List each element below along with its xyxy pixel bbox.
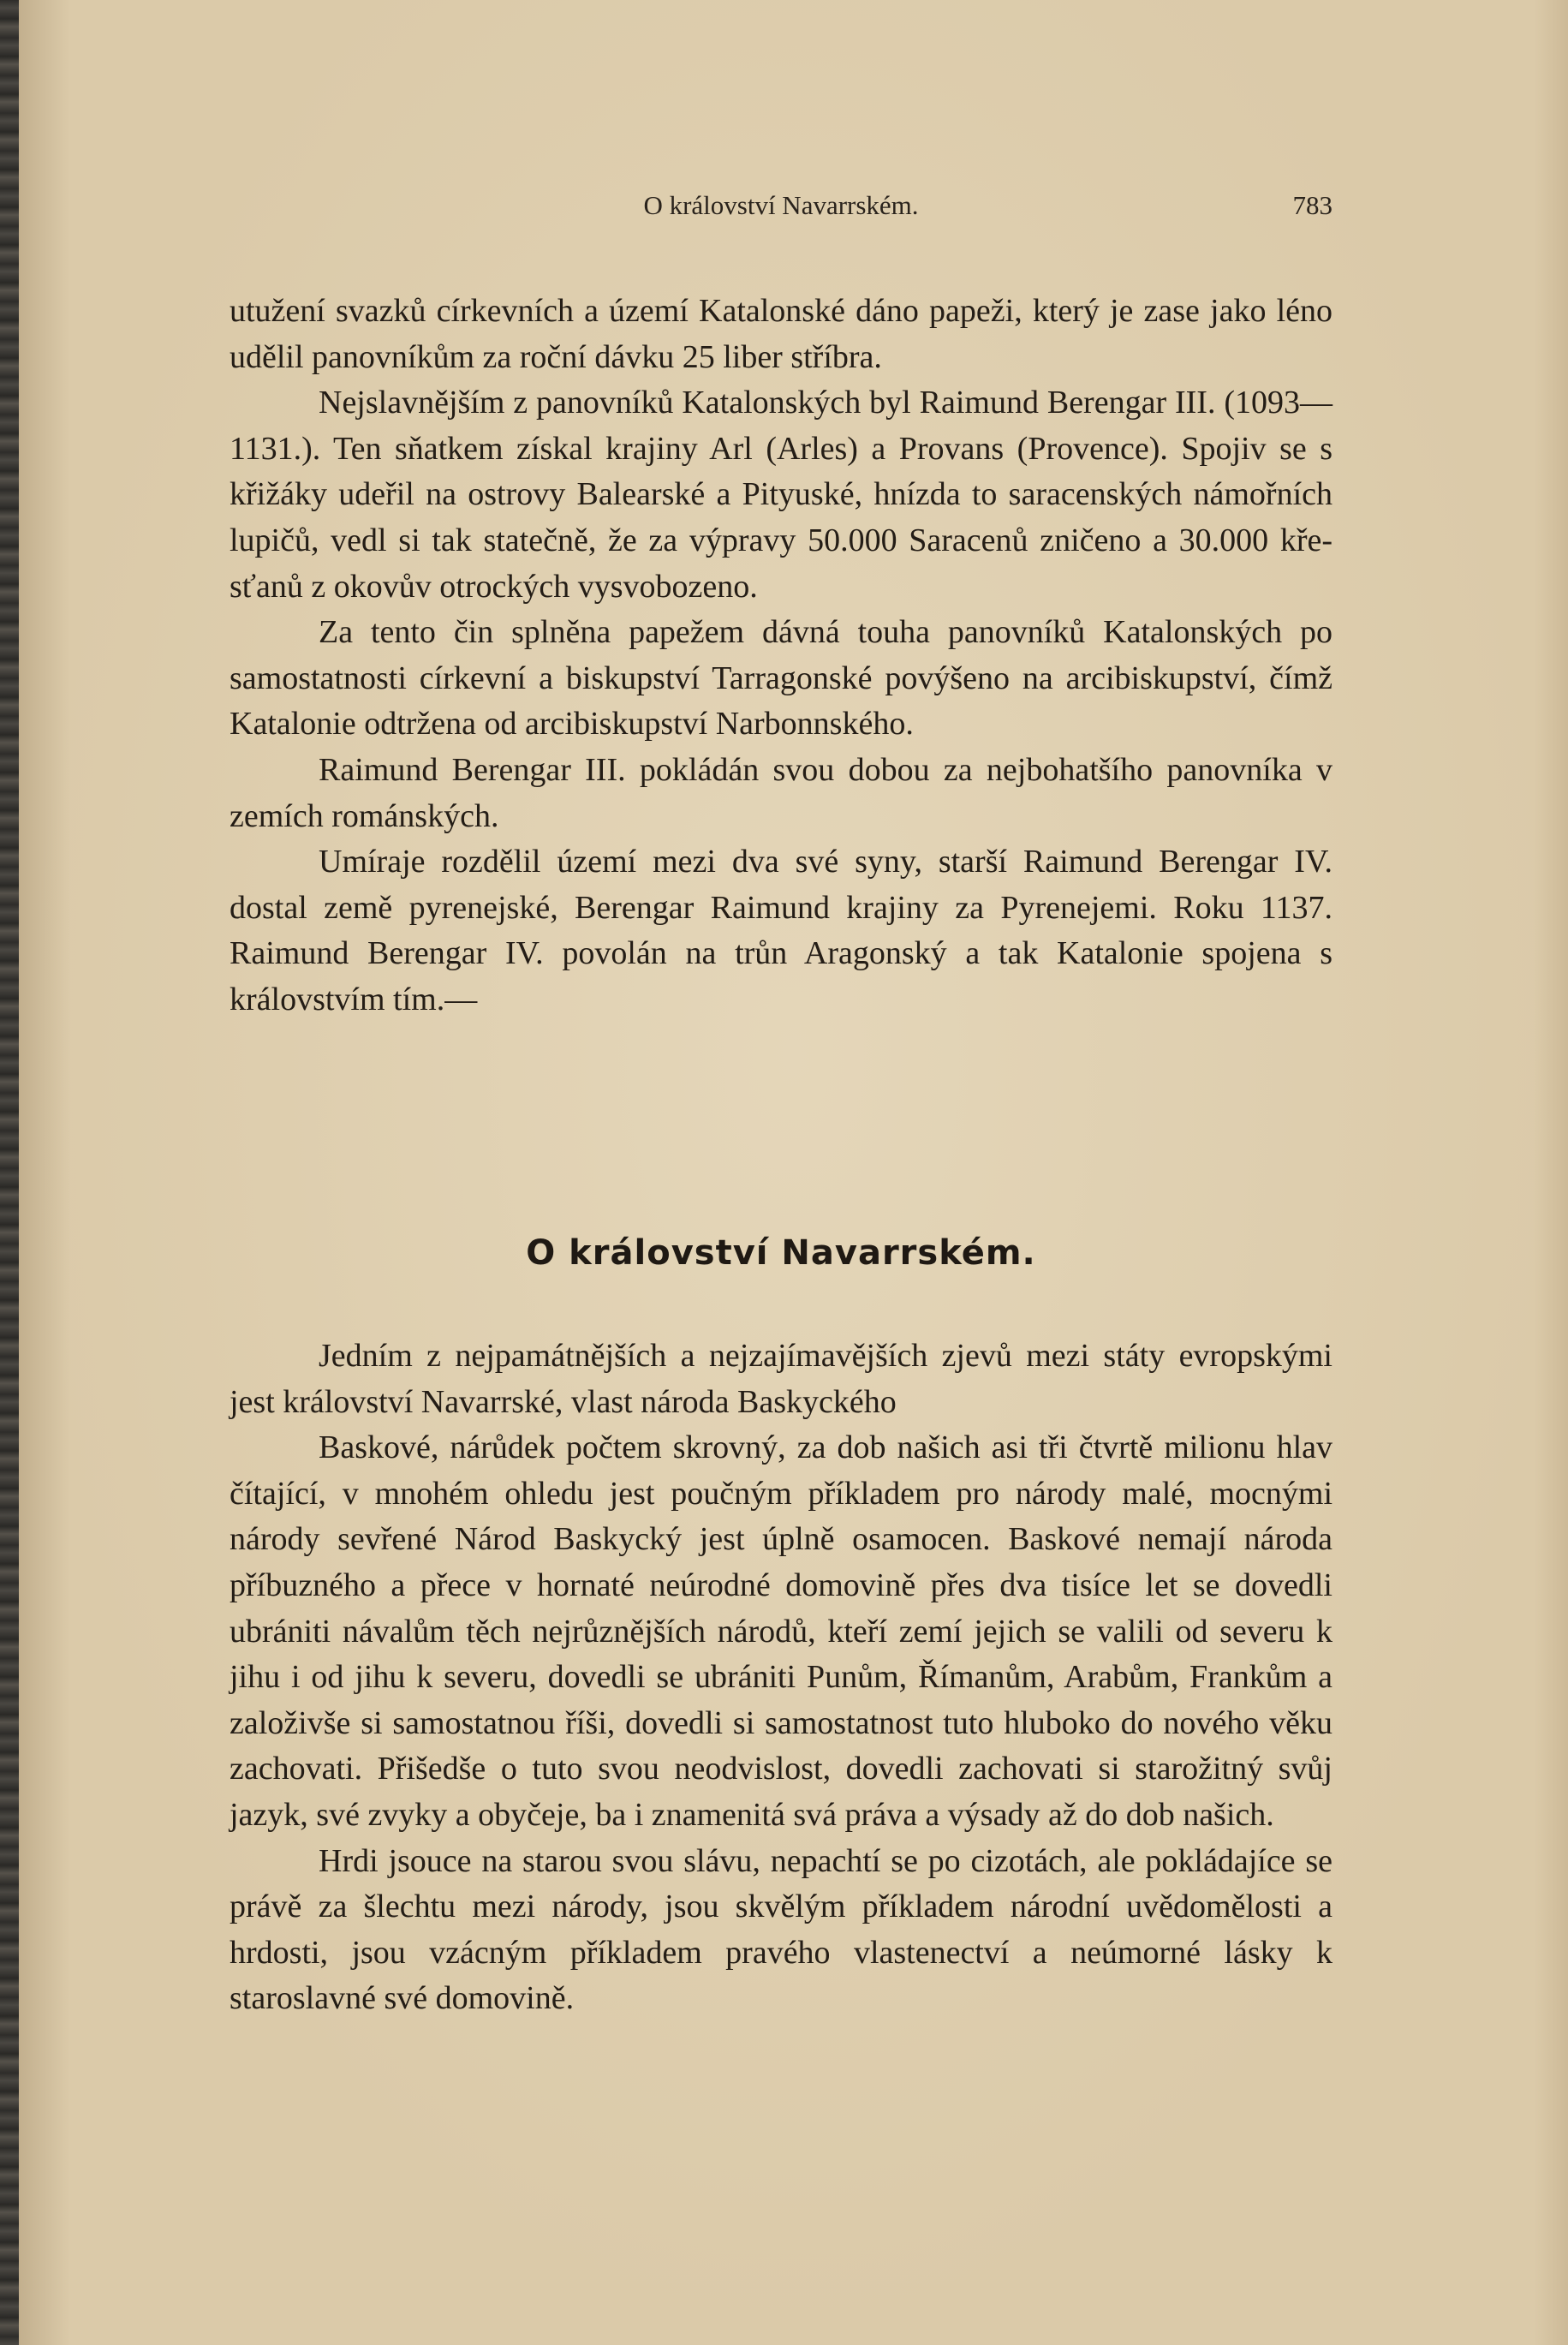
- paragraph: Baskové, nárůdek počtem skrovný, za dob našich asi tři čtvrtě milionu hlav čítající, v mnohém ohledu jest poučným příkladem pro národy malé, mocnými národy sevřené Národ Baskycký jest úplně osamocen. Baskové nemají národa příbuzného a přece v hornaté neúrodné domovině přes dva tisíce let se dovedli ubrániti návalům těch nejrůznějších národů, kteří zemí jejich se valili od severu k jihu i od jihu k severu, dovedli se ubrániti Punům, Římanům, Arabům, Frankům a založivše si samostatnou říši, dovedli si samostatnost tuto hluboko do nového věku zachovati. Přišedše o tuto svou neodvislost, dovedli zachovati si starožitný svůj jazyk, své zvyky a obyčeje, ba i znamenitá svá práva a výsady až do dob našich.: [230, 1429, 1333, 1833]
- running-title: O království Navarrském.: [643, 190, 919, 220]
- paragraph: Raimund Berengar III. pokládán svou dobou za nejbohatšího panovníka v zemích románských.: [230, 751, 1333, 834]
- section-heading: O království Navarrském.: [526, 1233, 1036, 1273]
- previous-section-text: [230, 289, 1333, 1023]
- paragraph: Hrdi jsouce na starou svou slávu, nepachtí se po cizotách, ale pokládajíce se právě za šlechtu mezi národy, jsou skvělým příkladem národní uvědomělosti a hrdosti, jsou vzácným příkladem pravého vlastenectví a neúmorné lásky k staroslavné své domovině.: [230, 1842, 1333, 2017]
- paragraph: Nejslavnějším z panovníků Katalonských byl Raimund Berengar III. (1093—1131.). Ten sňatkem získal krajiny Arl (Arles) a Provans (Provence). Spojiv se s křižáky udeřil na ostrovy Balearské a Pityuské, hnízda to saracenských námořních lupičů, vedl si tak statečně, že za výpravy 50.000 Saracenů zničeno a 30.000 křesťanů z okovův otrockých vysvobozeno.: [230, 385, 1333, 605]
- running-header: [230, 190, 1333, 228]
- paragraph: Za tento čin splněna papežem dávná touha panovníků Katalonských po samostatnosti církevní a biskupství Tarragonské povýšeno na arcibiskupství, čímž Katalonie odtržena od arcibiskupství Narbonnského.: [230, 614, 1333, 743]
- section-text: [230, 1334, 1333, 2022]
- page-number: 783: [1292, 190, 1333, 220]
- paragraph: Umíraje rozdělil území mezi dva své syny, starší Raimund Berengar IV. dostal země pyrenejské, Berengar Raimund krajiny za Pyrenejemi. Roku 1137. Raimund Berengar IV. povolán na trůn Aragonský a tak Katalonie spojena s královstvím tím.—: [230, 844, 1333, 1017]
- paragraph: Jedním z nejpamátnějších a nejzajímavějších zjevů mezi státy evropskými jest království Navarrské, vlast národa Baskyckého: [230, 1338, 1333, 1420]
- paragraph-continuation: utužení svazků církevních a území Katalonské dáno papeži, který je zase jako léno udělil panovníkům za roční dávku 25 liber stříbra.: [230, 293, 1333, 375]
